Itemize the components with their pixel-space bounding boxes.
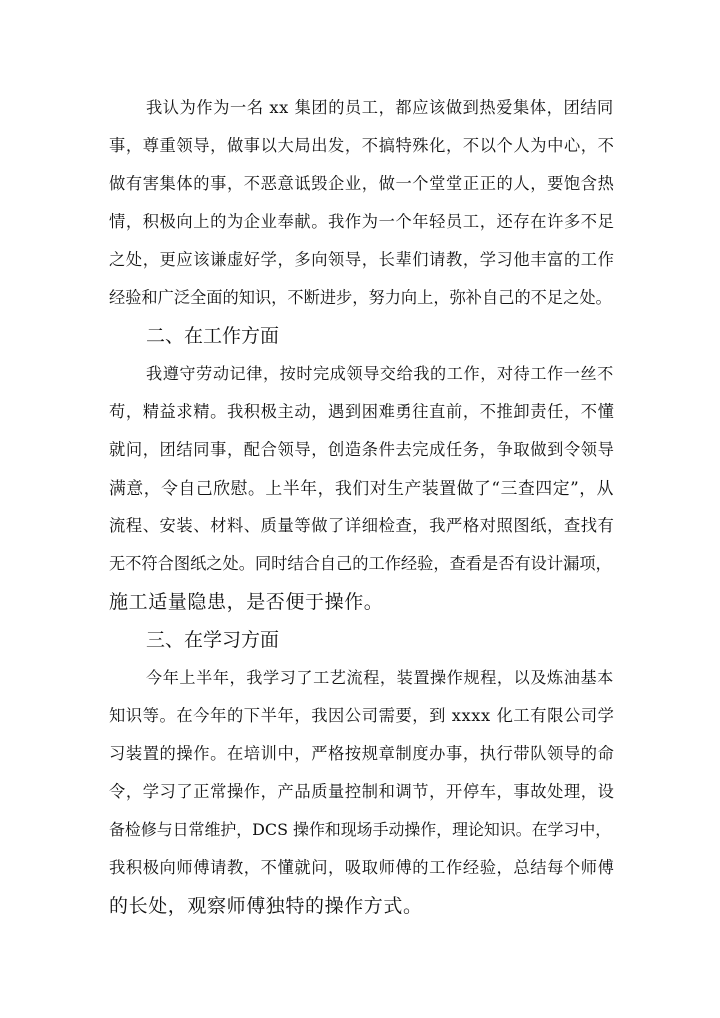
paragraph-3-line-6: 我积极向师傅请教，不懂就问，吸取师傅的工作经验，总结每个师傅 (109, 858, 615, 877)
paragraph-2-line-3: 就问，团结同事，配合领导，创造条件去完成任务，争取做到令领导 (109, 440, 615, 459)
paragraph-3-line-1: 今年上半年，我学习了工艺流程，装置操作规程，以及炼油基本 (146, 668, 614, 687)
paragraph-1-line-2: 事，尊重领导，做事以大局出发，不搞特殊化，不以个人为中心，不 (109, 136, 615, 155)
section-heading-work: 二、在工作方面 (146, 325, 280, 347)
paragraph-1-line-3: 做有害集体的事，不恶意诋毁企业，做一个堂堂正正的人，要饱含热 (109, 174, 615, 193)
paragraph-2-line-2: 苟，精益求精。我积极主动，遇到困难勇往直前，不推卸责任，不懂 (109, 402, 615, 421)
paragraph-2-line-5: 流程、安装、材料、质量等做了详细检查，我严格对照图纸，查找有 (109, 516, 615, 535)
section-heading-study: 三、在学习方面 (146, 629, 280, 651)
paragraph-3-line-4: 令，学习了正常操作，产品质量控制和调节，开停车，事故处理，设 (109, 782, 615, 801)
paragraph-3-line-7: 的长处，观察师傅独特的操作方式。 (109, 895, 423, 917)
paragraph-1-line-4: 情，积极向上的为企业奉献。我作为一个年轻员工，还存在许多不足 (109, 212, 615, 231)
paragraph-1-line-1: 我认为作为一名 xx 集团的员工，都应该做到热爱集体，团结同 (146, 98, 614, 117)
paragraph-3-line-2: 知识等。在今年的下半年，我因公司需要，到 xxxx 化工有限公司学 (109, 706, 615, 725)
paragraph-3-line-3: 习装置的操作。在培训中，严格按规章制度办事，执行带队领导的命 (109, 744, 615, 763)
paragraph-2-line-6: 无不符合图纸之处。同时结合自己的工作经验，查看是否有设计漏项， (109, 554, 612, 573)
paragraph-3-line-5: 备检修与日常维护，DCS 操作和现场手动操作，理论知识。在学习中， (109, 820, 612, 839)
paragraph-2-line-7: 施工适量隐患，是否便于操作。 (109, 591, 384, 613)
paragraph-1-line-5: 之处，更应该谦虚好学，多向领导，长辈们请教，学习他丰富的工作 (109, 250, 615, 269)
paragraph-1-line-6: 经验和广泛全面的知识，不断进步，努力向上，弥补自己的不足之处。 (109, 288, 612, 307)
paragraph-2-line-4: 满意，令自己欣慰。上半年，我们对生产装置做了“三查四定”，从 (109, 478, 615, 498)
paragraph-2-line-1: 我遵守劳动记律，按时完成领导交给我的工作，对待工作一丝不 (146, 364, 614, 383)
